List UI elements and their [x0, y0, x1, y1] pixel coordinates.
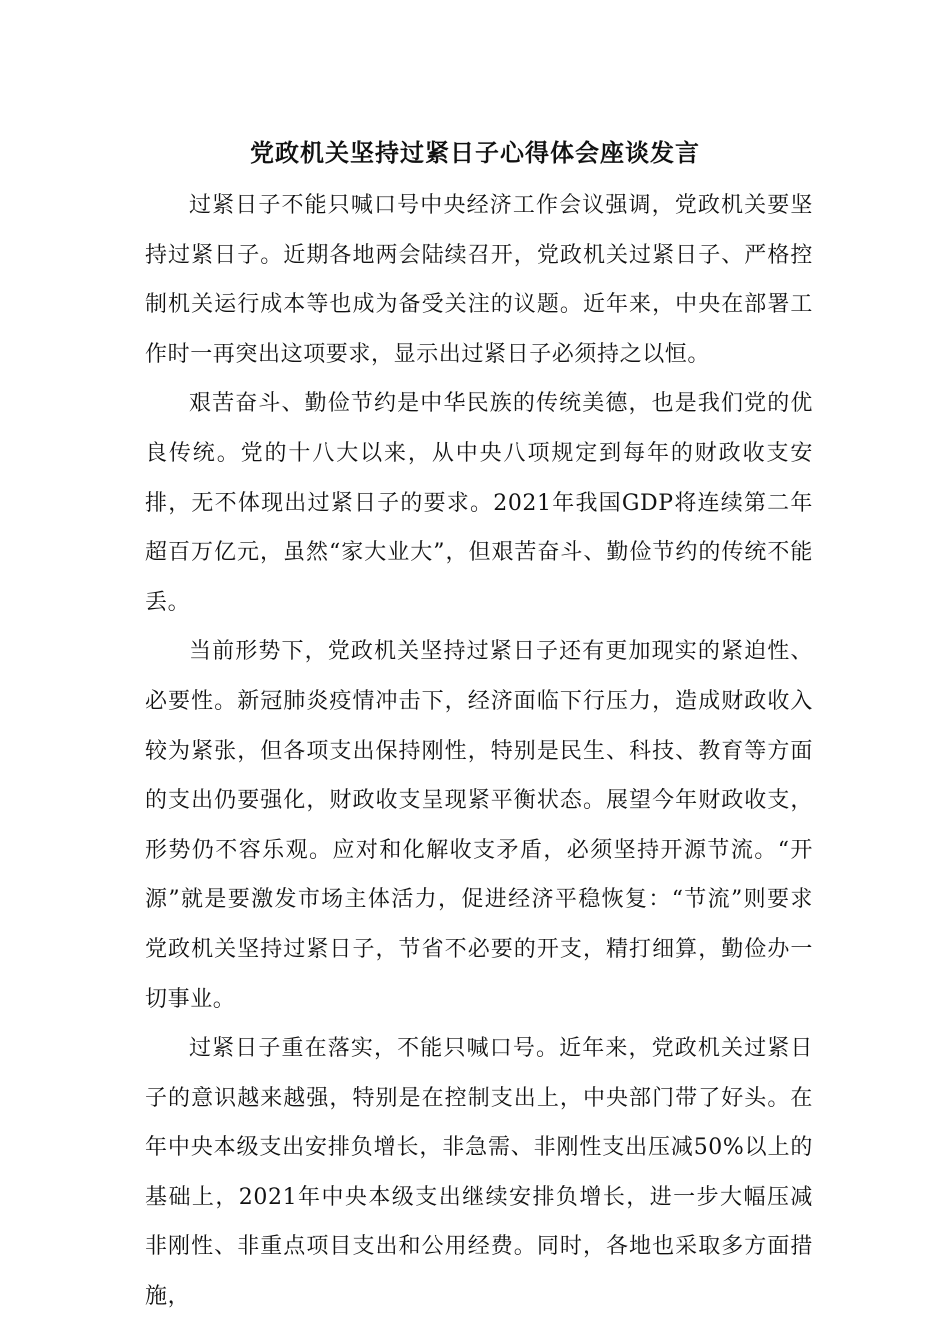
paragraph-1: 过紧日子不能只喊口号中央经济工作会议强调，党政机关要坚持过紧日子。近期各地两会陆续召开，党政机关过紧日子、严格控制机关运行成本等也成为备受关注的议题。近年来，中央在部署工作时一再突出这项要求，显示出过紧日子必须持之以恒。: [145, 193, 813, 367]
document-body: [145, 181, 813, 1322]
paragraph-3: 当前形势下，党政机关坚持过紧日子还有更加现实的紧迫性、必要性。新冠肺炎疫情冲击下，经济面临下行压力，造成财政收入较为紧张，但各项支出保持刚性，特别是民生、科技、教育等方面的支出仍要强化，财政收支呈现紧平衡状态。展望今年财政收支，形势仍不容乐观。应对和化解收支矛盾，必须坚持开源节流。“开源”就是要激发市场主体活力，促进经济平稳恢复：“节流”则要求党政机关坚持过紧日子，节省不必要的开支，精打细算，勤俭办一切事业。: [145, 639, 813, 1012]
paragraph-2: 艰苦奋斗、勤俭节约是中华民族的传统美德，也是我们党的优良传统。党的十八大以来，从中央八项规定到每年的财政收支安排，无不体现出过紧日子的要求。2021年我国GDP将连续第二年超百万亿元，虽然“家大业大”，但艰苦奋斗、勤俭节约的传统不能丢。: [145, 391, 813, 615]
document-title: 党政机关坚持过紧日子心得体会座谈发言: [250, 138, 700, 167]
paragraph-4: 过紧日子重在落实，不能只喊口号。近年来，党政机关过紧日子的意识越来越强，特别是在控制支出上，中央部门带了好头。在年中央本级支出安排负增长，非急需、非刚性支出压减50%以上的基础上，2021年中央本级支出继续安排负增长，进一步大幅压减非刚性、非重点项目支出和公用经费。同时，各地也采取多方面措施，: [145, 1036, 813, 1310]
